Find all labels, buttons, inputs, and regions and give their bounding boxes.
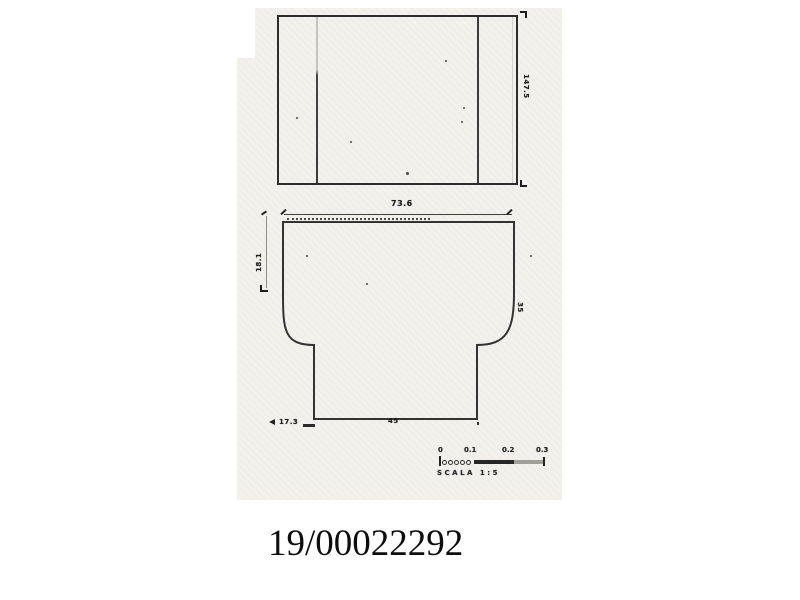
top-view-inner-line-right [477, 17, 479, 183]
scale-bar-tick-end [543, 457, 545, 466]
scale-tick-label-01: 0.1 [464, 446, 477, 454]
top-view-rectangle-outline [277, 15, 518, 185]
scan-speck [306, 255, 308, 257]
pattern-width-dimension: 73.6 [391, 199, 413, 208]
scale-bar-chain-circle [454, 460, 459, 465]
pattern-left-dimension: 18.1 [255, 252, 263, 272]
dim-arrow-left-icon [269, 419, 275, 425]
scale-bar-tick-start [439, 456, 441, 466]
scan-edge-white [237, 8, 255, 58]
scale-bar-chain-circle [460, 460, 465, 465]
scale-tick-label-0: 0 [438, 446, 443, 454]
scan-speck [366, 283, 368, 285]
scale-tick-label-03: 0.3 [536, 446, 549, 454]
width-dimension-line [284, 214, 512, 215]
scan-double-edge [512, 17, 513, 183]
scale-bar-segment-light [514, 460, 544, 464]
dim-tick-top-right [520, 11, 527, 18]
pattern-bottom-left-dimension: 17.3 [279, 418, 299, 426]
stitch-dotted-line [287, 218, 430, 220]
dim-tick-bottom-right-stem [477, 422, 479, 425]
pattern-right-dimension: 35 [516, 302, 524, 313]
scale-bar-chain-circle [448, 460, 453, 465]
top-view-inner-line-left [316, 17, 318, 183]
top-view-height-dimension: 147.5 [522, 74, 530, 99]
scale-bar-chain-circle [442, 460, 447, 465]
scale-bar-label: SCALA 1:5 [437, 469, 500, 477]
scale-bar-chain-circle [466, 460, 471, 465]
catalog-number: 19/00022292 [268, 523, 464, 564]
dim-tick-bottom-stem [303, 424, 315, 427]
left-dimension-line [266, 216, 267, 288]
scan-speck [296, 117, 298, 119]
scan-speck [406, 172, 409, 175]
scan-speck [530, 255, 532, 257]
scan-speck [445, 60, 447, 62]
scale-tick-label-02: 0.2 [502, 446, 515, 454]
scale-bar-segment-dark [474, 460, 514, 464]
scan-speck [463, 107, 465, 109]
dim-tick-bottom-right [520, 180, 527, 187]
pattern-bottom-dimension: 45 [388, 417, 399, 425]
scan-speck [461, 121, 463, 123]
pattern-piece-outline [260, 195, 540, 430]
dim-tick-left-bottom [260, 285, 268, 292]
scan-speck [350, 141, 352, 143]
